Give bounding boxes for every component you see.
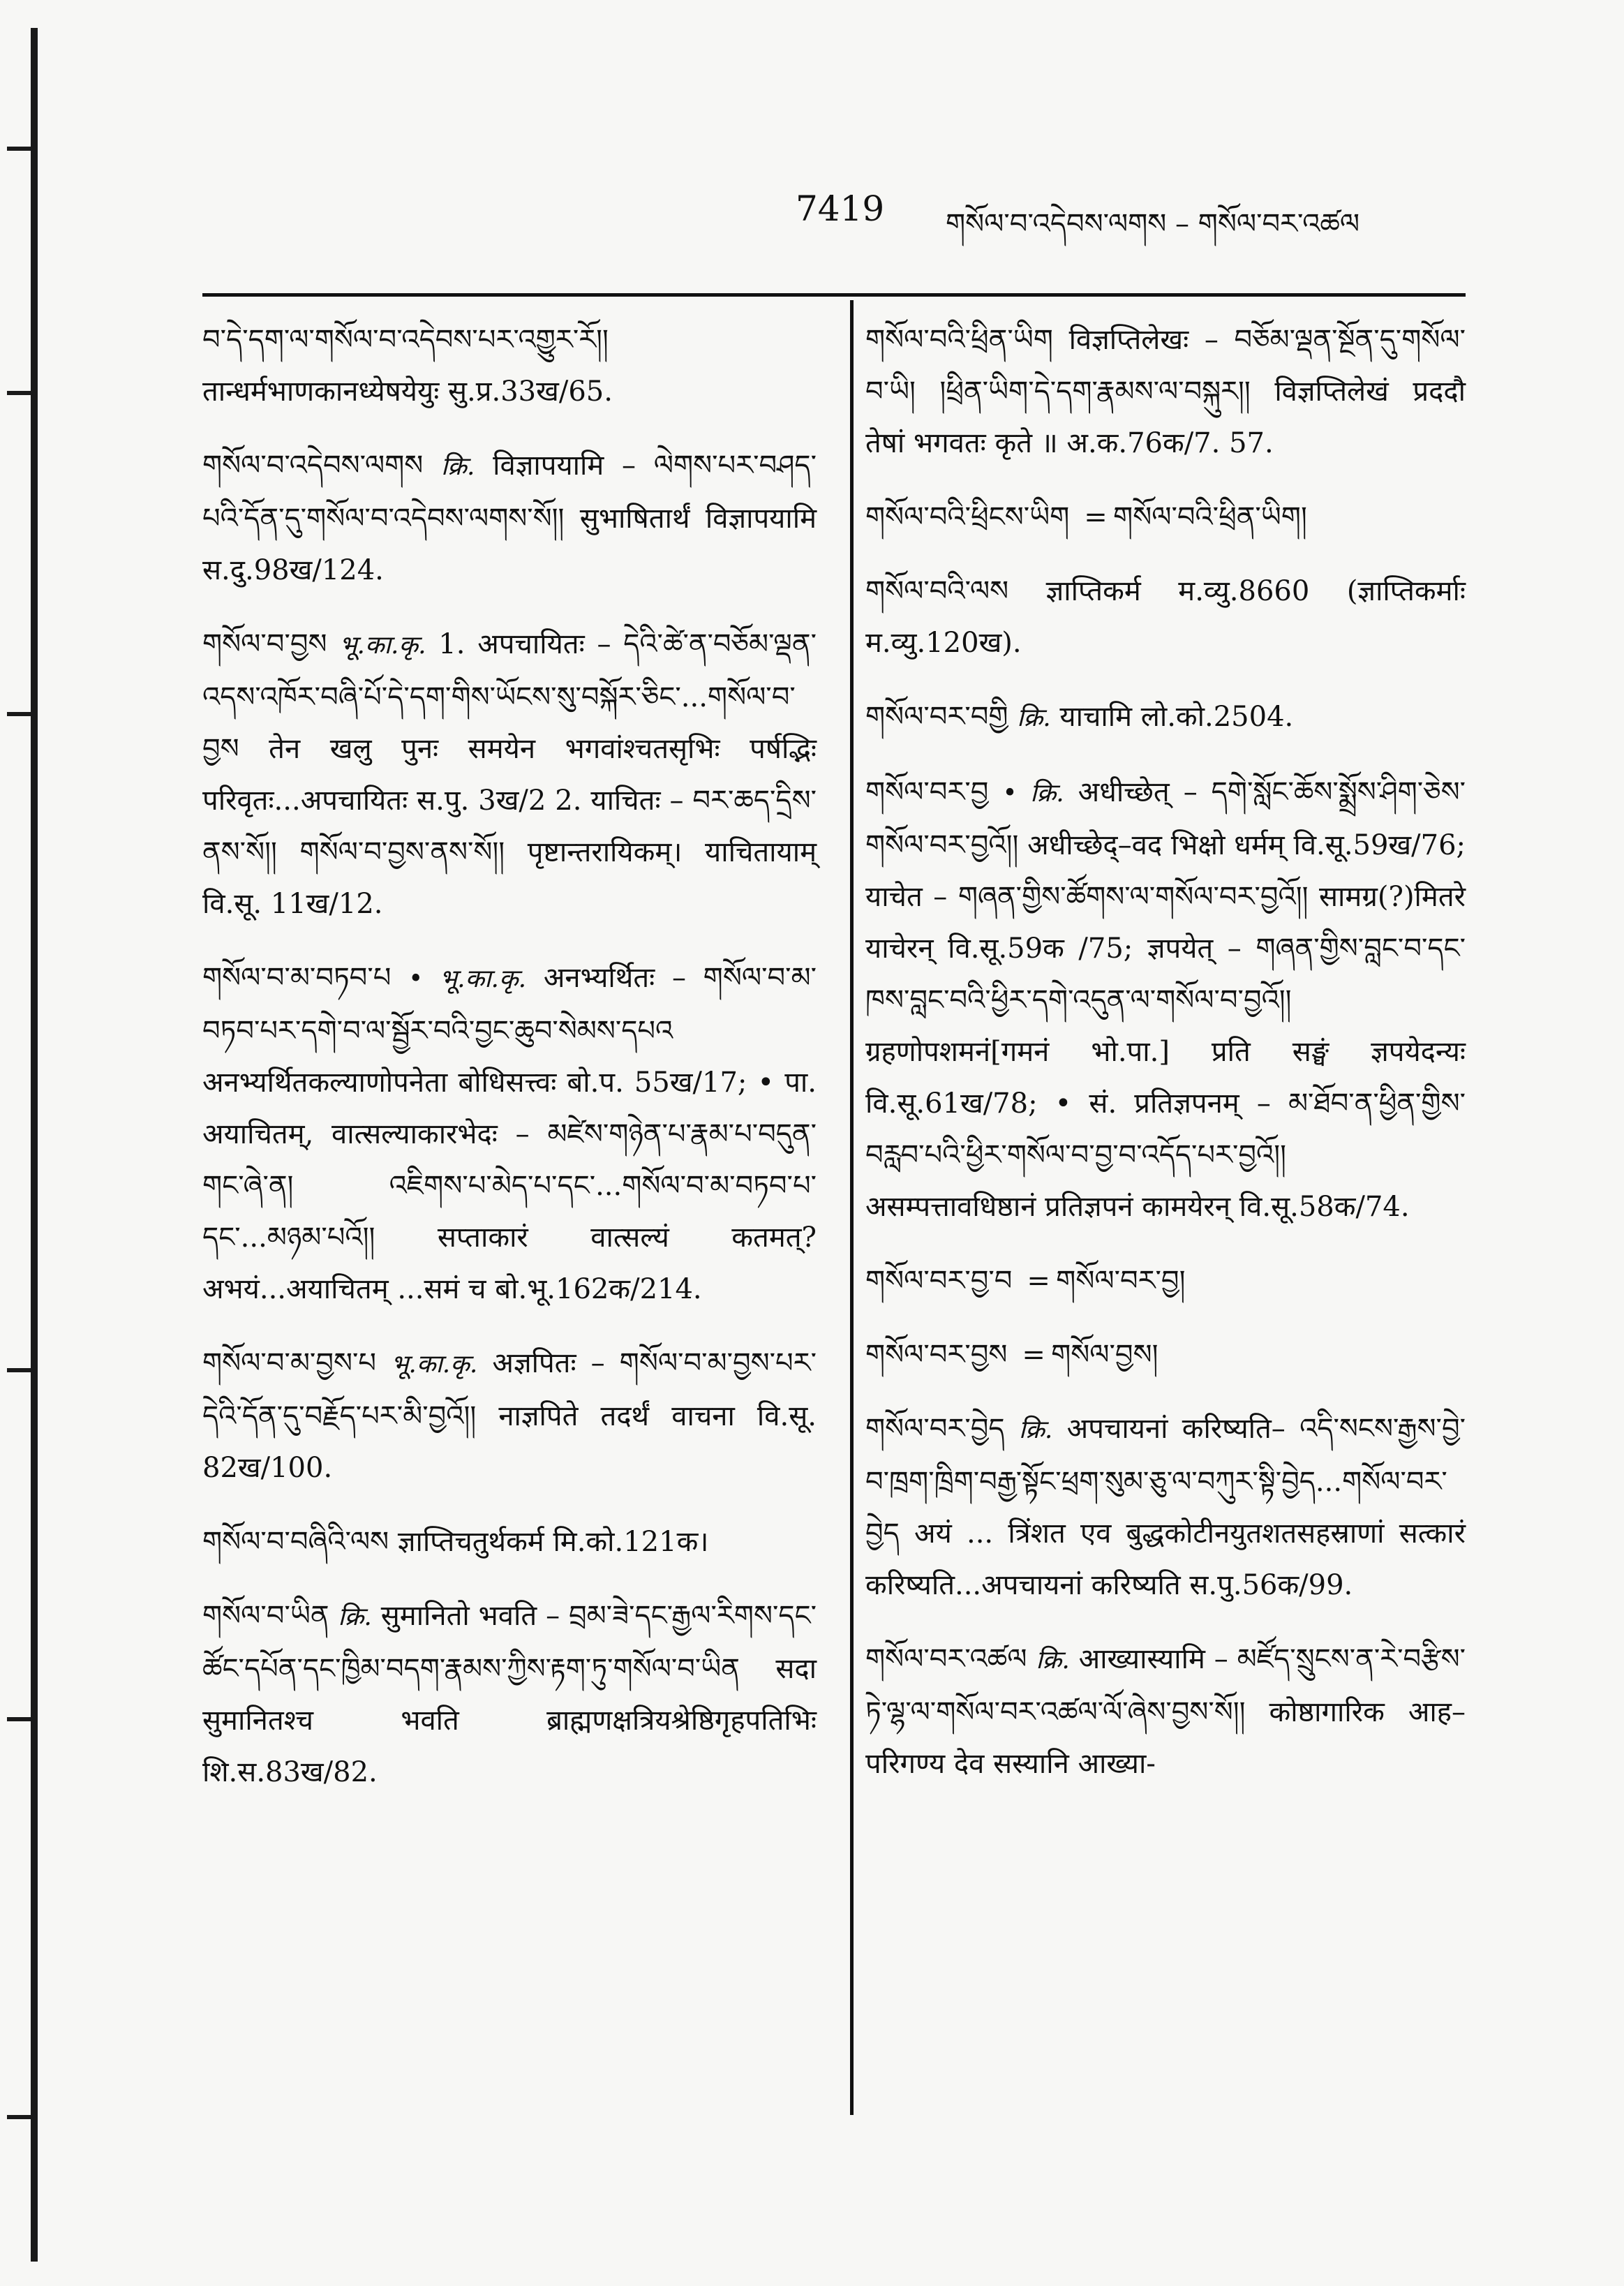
binding-mark <box>7 712 32 716</box>
grammar-tag: क्रि. <box>1018 1416 1053 1444</box>
entry-definition: 1. अपचायितः – དེའི་ཚེ་ན་བཅོམ་ལྡན་འདས་འཁོར་བཞི་པོ་དེ་དག་གིས་ཡོངས་སུ་བསྐོར་ཅིང་...གསོལ་བ་བྱས तेन खलु पुनः समयेन भगवांश्चतसृभिः पर्षद्भिः परिवृतः...अपचायितः स.पु. 3ख/2 2. याचितः – བར་ཆད་དྲིས་ནས་སོ།། གསོལ་བ་བྱས་ནས་སོ།། पृष्टान्तरायिकम्। याचितायाम् वि.सू. 11ख/12. <box>202 628 817 920</box>
grammar-tag: • भू.का.कृ. <box>408 965 527 993</box>
entry-headword: གསོལ་བར་བྱས <box>865 1339 1008 1371</box>
entry-definition: བ་དེ་དག་ལ་གསོལ་བ་འདེབས་པར་འགྱུར་རོ།། तान्धर्मभाणकानध्येषयेयुः सु.प्र.33ख/65. <box>202 324 613 408</box>
entry-definition: आख्यास्यामि – མཛོད་སྲུངས་ན་རེ་བརྩིས་ཏེ་ལྷ་ལ་གསོལ་བར་འཚལ་ལོ་ཞེས་བྱས་སོ།། कोष्ठागारिक आह–परिगण्य देव सस्यानि आख्या- <box>865 1643 1466 1780</box>
equivalence-sign: = <box>1022 1339 1045 1371</box>
dictionary-entry <box>202 314 817 417</box>
right-column <box>865 314 1466 1812</box>
dictionary-entry <box>865 766 1466 1233</box>
dictionary-entry <box>865 314 1466 469</box>
header-rule <box>202 293 1466 297</box>
entry-headword: གསོལ་བ་འདེབས་ལགས <box>202 450 424 482</box>
entry-headword: གསོལ་བའི་ཕྲིན་ཡིག <box>865 324 1053 356</box>
entry-definition: विज्ञापयामि – ལེགས་པར་བཤད་པའི་དོན་དུ་གསོལ་བ་འདེབས་ལགས་སོ།། सुभाषितार्थं विज्ञापयामि स.दु.98ख/124. <box>202 450 817 586</box>
entry-definition: ज्ञाप्तिकर्म म.व्यु.8660 (ज्ञाप्तिकर्माः म.व्यु.120ख). <box>865 575 1466 659</box>
binding-edge <box>31 28 38 2262</box>
dictionary-entry <box>865 1403 1466 1611</box>
dictionary-entry <box>202 1590 817 1798</box>
entry-definition: अनभ्यर्थितः – གསོལ་བ་མ་བཏབ་པར་དགེ་བ་ལ་སྦྱོར་བའི་བྱང་ཆུབ་སེམས་དཔའ अनभ्यर्थितकल्याणोपनेता बोधिसत्त्वः बो.प. 55ख/17; • पा. अयाचितम्, वात्सल्याकारभेदः – མཛེས་གཉེན་པ་རྣམ་པ་བདུན་གང་ཞེ་ན། འཇིགས་པ་མེད་པ་དང་...གསོལ་བ་མ་བཏབ་པ་དང་...མཉམ་པའོ།། सप्ताकारं वात्सल्यं कतमत्? अभयं...अयाचितम् ...समं च बो.भू.162क/214. <box>202 962 817 1305</box>
binding-mark <box>7 1717 32 1721</box>
dictionary-entry <box>202 1516 817 1568</box>
grammar-tag: क्रि. <box>338 1603 372 1631</box>
entry-definition: विज्ञप्तिलेखः – བཅོམ་ལྡན་སྔོན་དུ་གསོལ་བ་ཡི། །ཕྲིན་ཡིག་དེ་དག་རྣམས་ལ་བསྐུར།། विज्ञप्तिलेखं प्रददौ तेषां भगवतः कृते ॥ अ.क.76क/7. 57. <box>865 324 1466 459</box>
entry-headword: གསོལ་བ་ཡིན <box>202 1600 329 1632</box>
dictionary-entry <box>865 691 1466 744</box>
equivalence-sign: = <box>1027 1265 1050 1297</box>
grammar-tag: क्रि. <box>440 452 475 481</box>
equivalence-sign: = <box>1084 501 1108 533</box>
dictionary-entry <box>865 565 1466 669</box>
binding-mark <box>7 391 32 395</box>
entry-headword: གསོལ་བར་བགྱི <box>865 701 1008 733</box>
entry-definition: གསོལ་བར་བྱ། <box>1056 1265 1186 1297</box>
entry-definition: सुमानितो भवति – བྲམ་ཟེ་དང་རྒྱལ་རིགས་དང་ཚོང་དཔོན་དང་ཁྱིམ་བདག་རྣམས་ཀྱིས་རྟག་ཏུ་གསོལ་བ་ཡིན सदा सुमानितश्च भवति ब्राह्मणक्षत्रियश्रेष्ठिगृहपतिभिः शि.स.83ख/82. <box>202 1600 817 1788</box>
grammar-tag: भू.का.कृ. <box>391 1350 478 1379</box>
grammar-tag: क्रि. <box>1017 704 1051 732</box>
entry-headword: གསོལ་བ་བཞིའི་ལས <box>202 1526 389 1558</box>
entry-definition: གསོལ་བའི་ཕྲིན་ཡིག། <box>1113 501 1307 533</box>
entry-headword: གསོལ་བར་བྱ <box>865 776 989 808</box>
dictionary-entry <box>202 618 817 930</box>
dictionary-entry <box>865 1255 1466 1307</box>
left-column <box>202 314 817 1820</box>
dictionary-entry <box>202 1337 817 1494</box>
entry-headword: གསོལ་བའི་ཕྲིངས་ཡིག <box>865 501 1070 533</box>
entry-headword: གསོལ་བར་འཚལ <box>865 1643 1027 1675</box>
entry-definition: याचामि लो.को.2504. <box>1059 701 1294 733</box>
dictionary-entry <box>865 491 1466 543</box>
grammar-tag: • क्रि. <box>1002 779 1064 808</box>
entry-definition: གསོལ་བྱས། <box>1051 1339 1159 1371</box>
entry-definition: अधीच्छेत् – དགེ་སློང་ཆོས་སྨྲོས་ཤིག་ཅེས་གསོལ་བར་བྱའོ།། अधीच्छेद्–वद भिक्षो धर्मम् वि.सू.59ख/76; याचेत – གཞན་གྱིས་ཚོགས་ལ་གསོལ་བར་བྱའོ།། सामग्र(?)मितरे याचेरन् वि.सू.59क /75; ज्ञपयेत् – གཞན་གྱིས་བླང་བ་དང་ཁས་བླང་བའི་ཕྱིར་དགེ་འདུན་ལ་གསོལ་བ་བྱའོ།། ग्रहणोपशमनं[गमनं भो.पा.] प्रति सङ्घं ज्ञपयेदन्यः वि.सू.61ख/78; • सं. प्रतिज्ञपनम् – མ་ཐོབ་ན་ཕྱིན་གྱིས་བརླབ་པའི་ཕྱིར་གསོལ་བ་བྱ་བ་འདོད་པར་བྱའོ།། असम्पत्तावधिष्ठानं प्रतिज्ञपनं कामयेरन् वि.सू.58क/74. <box>865 776 1466 1223</box>
dictionary-entry <box>865 1329 1466 1381</box>
entry-definition: ज्ञाप्तिचतुर्थकर्म मि.को.121क। <box>397 1526 709 1558</box>
running-head: གསོལ་བ་འདེབས་ལགས – གསོལ་བར་འཚལ <box>946 208 1360 240</box>
entry-definition: अपचायनां करिष्यति– འདི་སངས་རྒྱས་བྱེ་བ་ཁྲག་ཁྲིག་བརྒྱ་སྟོང་ཕྲག་སུམ་ཅུ་ལ་བཀུར་སྟི་བྱེད...གསོལ་བར་བྱེད अयं ... त्रिंशत एव बुद्धकोटीनयुतशतसहस्राणां सत्कारं करिष्यति...अपचायनां करिष्यति स.पु.56क/99. <box>865 1413 1466 1601</box>
dictionary-entry <box>202 952 817 1315</box>
dictionary-entry <box>865 1633 1466 1790</box>
entry-headword: གསོལ་བར་བྱ་བ <box>865 1265 1013 1297</box>
entry-headword: གསོལ་བར་བྱེད <box>865 1413 1005 1445</box>
entry-headword: གསོལ་བའི་ལས <box>865 575 1009 607</box>
entry-headword: གསོལ་བ་བྱས <box>202 628 327 660</box>
binding-mark <box>7 147 32 151</box>
grammar-tag: क्रि. <box>1036 1646 1070 1675</box>
page-number: 7419 <box>796 188 885 229</box>
binding-mark <box>7 1368 32 1372</box>
entry-definition: अज्ञपितः – གསོལ་བ་མ་བྱས་པར་དེའི་དོན་དུ་བརྗོད་པར་མི་བྱའོ།། नाज्ञपिते तदर्थं वाचना वि.सू. 82ख/100. <box>202 1347 817 1484</box>
dictionary-entry <box>202 440 817 596</box>
binding-mark <box>7 2115 32 2119</box>
entry-headword: གསོལ་བ་མ་བཏབ་པ <box>202 962 392 994</box>
entry-headword: གསོལ་བ་མ་བྱས་པ <box>202 1347 376 1379</box>
grammar-tag: भू.का.कृ. <box>339 631 426 660</box>
column-divider <box>850 300 854 2115</box>
